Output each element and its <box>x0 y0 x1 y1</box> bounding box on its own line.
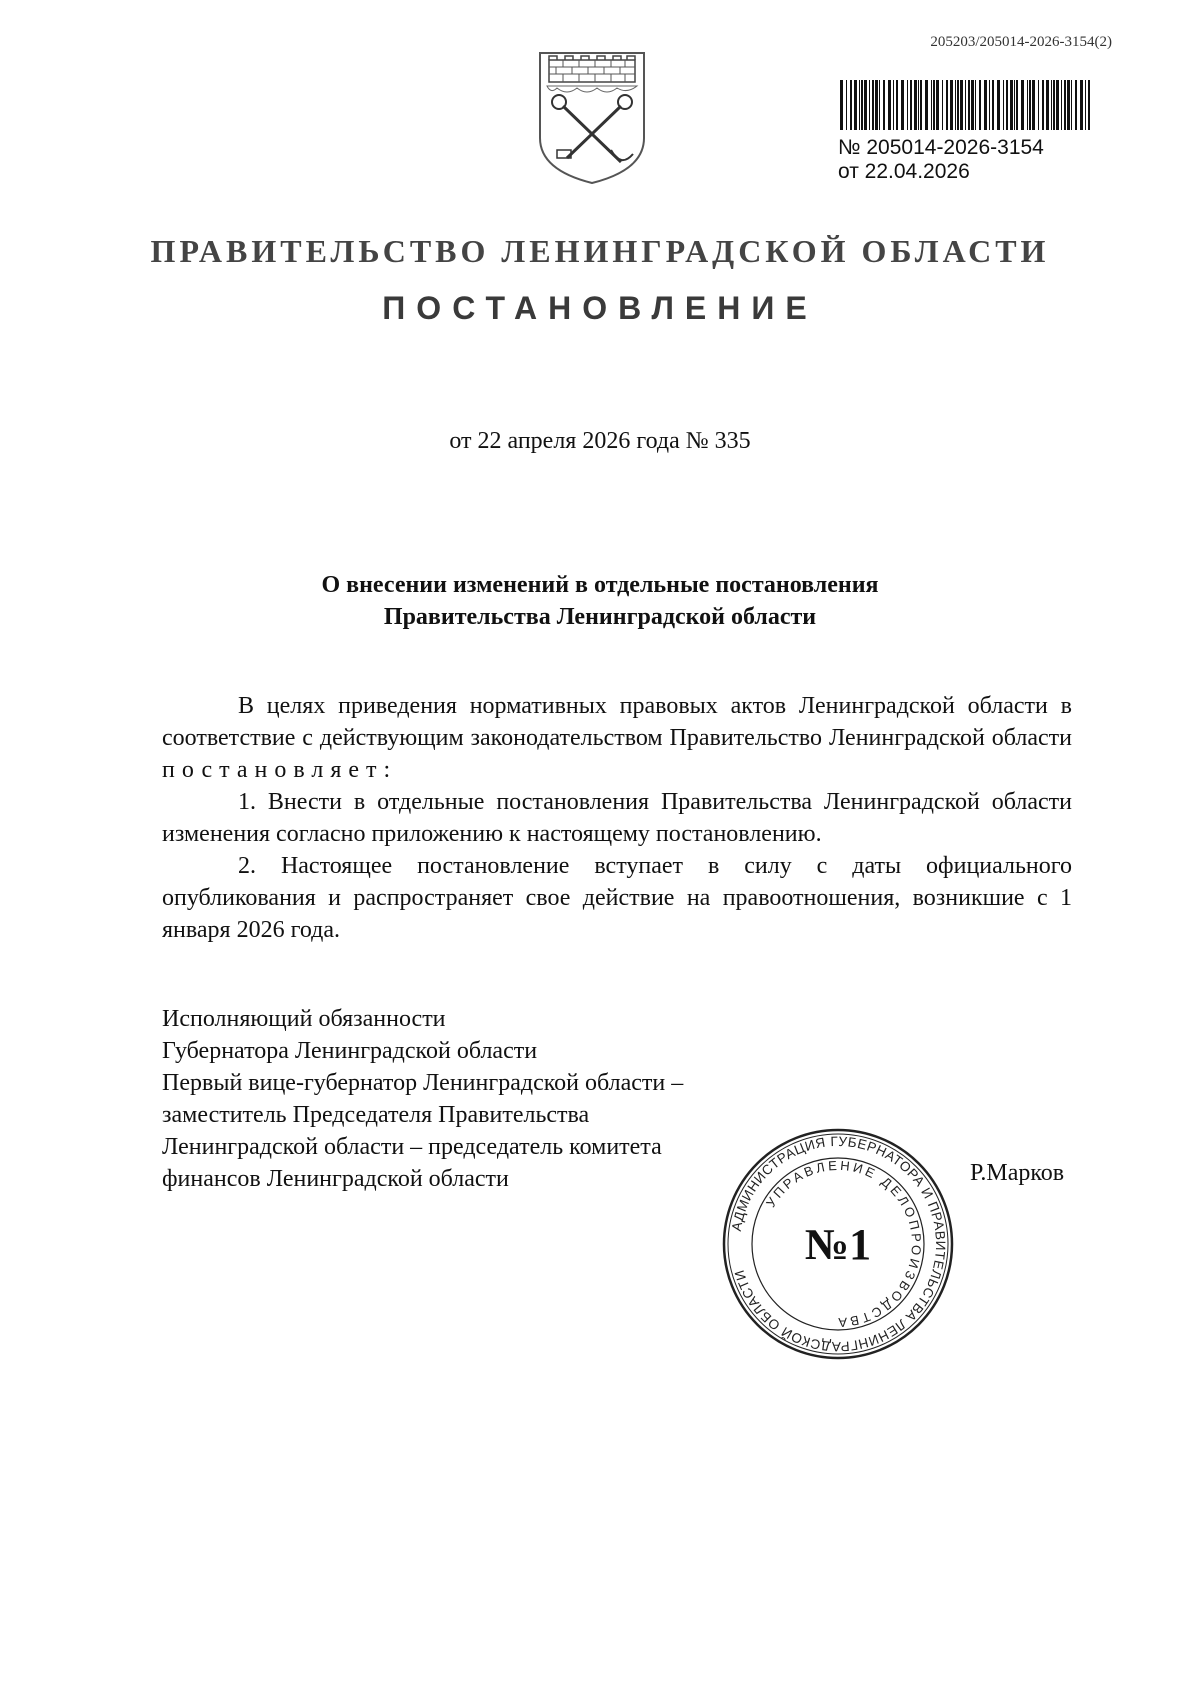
subject-line-2: Правительства Ленинградской области <box>383 604 817 630</box>
item-2-paragraph: 2. Настоящее постановление вступает в силу с даты официального опубликования и распространяет свое действие на правоотношения, возникшие с 1 января 2026 года. <box>162 853 1072 943</box>
signatory-name: Р.Марков <box>970 1160 1065 1186</box>
stamp-inner-text: УПРАВЛЕНИЕ ДЕЛОПРОИЗВОДСТВА <box>762 1157 925 1331</box>
signatory-line: Первый вице-губернатор Ленинградской области – <box>162 1070 684 1096</box>
registration-date: от 22.04.2026 <box>838 160 970 183</box>
stamp-outer-text: АДМИНИСТРАЦИЯ ГУБЕРНАТОРА И ПРАВИТЕЛЬСТВА ЛЕНИНГРАДСКОЙ ОБЛАСТИ <box>728 1133 949 1355</box>
official-stamp-icon <box>720 1126 956 1362</box>
barcode-icon <box>838 80 1096 130</box>
stamp-center-number: №1 <box>804 1220 872 1269</box>
coat-of-arms-icon <box>537 50 647 186</box>
signatory-position <box>162 1003 683 1195</box>
preamble-paragraph <box>162 690 1072 786</box>
preamble-verb: постановляет: <box>162 757 398 783</box>
reference-code: 205203/205014-2026-3154(2) <box>930 34 1112 50</box>
signatory-line: Исполняющий обязанности <box>162 1006 446 1032</box>
organization-title: ПРАВИТЕЛЬСТВО ЛЕНИНГРАДСКОЙ ОБЛАСТИ <box>150 233 1050 269</box>
document-date-number: от 22 апреля 2026 года № 335 <box>449 428 751 454</box>
item-1-paragraph: 1. Внести в отдельные постановления Правительства Ленинградской области изменения согласно приложению к настоящему постановлению. <box>162 789 1072 847</box>
subject-line-1: О внесении изменений в отдельные постановления <box>321 572 879 598</box>
signatory-line: заместитель Председателя Правительства <box>162 1102 590 1128</box>
signatory-line: финансов Ленинградской области <box>162 1166 509 1192</box>
signatory-line: Ленинградской области – председатель комитета <box>162 1134 662 1160</box>
registration-number: № 205014-2026-3154 <box>838 136 1044 159</box>
registration-block <box>838 80 1096 184</box>
signatory-line: Губернатора Ленинградской области <box>162 1038 538 1064</box>
document-type: ПОСТАНОВЛЕНИЕ <box>382 290 818 326</box>
document-body <box>162 690 1072 946</box>
preamble-text: В целях приведения нормативных правовых актов Ленинградской области в соответствие с действующим законодательством Правительство Ленинградской области <box>162 693 1072 751</box>
document-subject <box>0 569 1200 633</box>
